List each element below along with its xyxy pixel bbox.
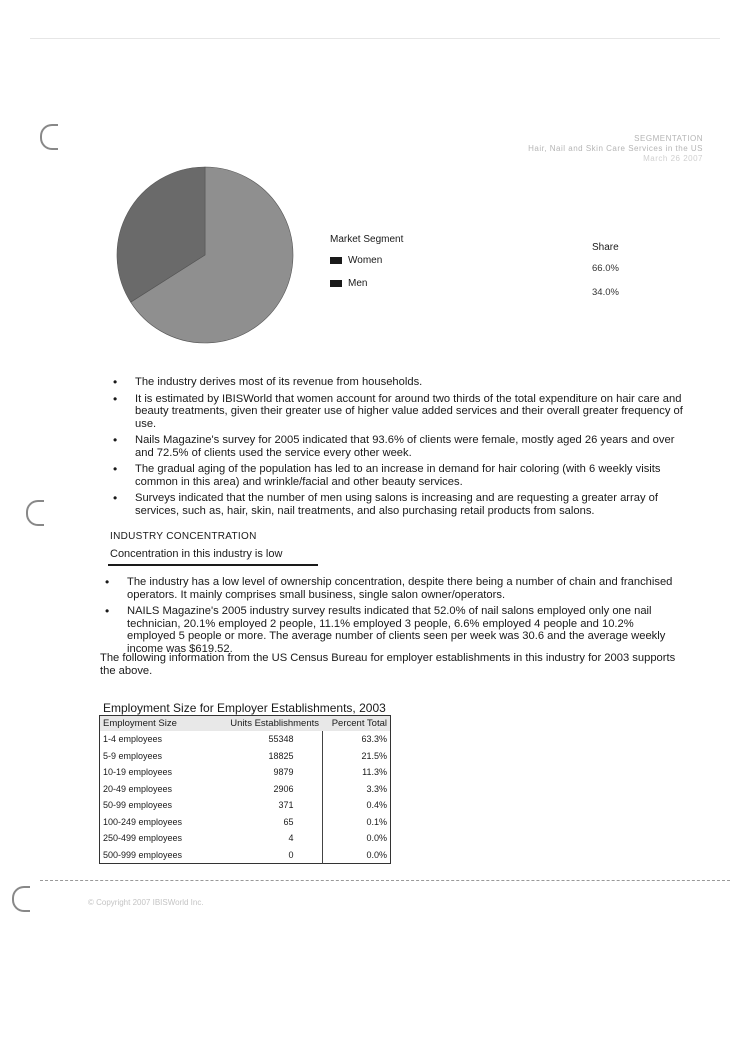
cell-size: 250-499 employees [103, 833, 183, 844]
bullet-item: • The gradual aging of the population has led to an increase in demand for hair coloring (with 6 weekly visits common in this area) and wrinkle/facial and other beauty services. [113, 463, 683, 488]
cell-size: 50-99 employees [103, 800, 173, 811]
cell-percent: 63.3% [322, 731, 391, 748]
legend-label-men: Men [348, 278, 368, 289]
legend-swatch-men [330, 280, 342, 287]
table-header-row [100, 716, 391, 732]
cell-percent: 0.1% [322, 814, 391, 831]
page-divider [40, 880, 730, 881]
market-segment-pie-chart [116, 166, 294, 344]
page-header [528, 134, 703, 164]
table-title: Employment Size for Employer Establishments, 2003 [103, 701, 386, 715]
cell-units: 2906 [273, 783, 294, 794]
legend-item-women [330, 255, 382, 266]
bullet-item: • NAILS Magazine's 2005 industry survey results indicated that 52.0% of nail salons employed only one nail technician, 20.1% employed 2 people, 11.1% employed 3 people, 6.6% employed 4 people and 10.2% employed 5 people or more. The average number of clients seen per week was 30.6 and the average weekly income was $619.52. [105, 605, 683, 655]
cell-size: 100-249 employees [103, 816, 183, 827]
legend-swatch-women [330, 257, 342, 264]
table-row [100, 847, 391, 864]
legend-item-men [330, 278, 367, 289]
bullet-item: • The industry has a low level of ownership concentration, despite there being a number of chain and franchised operators. It mainly comprises small business, single salon owner/operators. [105, 576, 683, 601]
col-header-units: Units Establishments [216, 716, 322, 732]
section-heading: INDUSTRY CONCENTRATION [110, 531, 257, 542]
section-underline [108, 564, 318, 566]
cell-units: 0 [288, 849, 294, 860]
cell-units: 18825 [268, 750, 294, 761]
section-subheading: Concentration in this industry is low [110, 548, 283, 560]
legend-title: Market Segment [330, 234, 404, 245]
share-value-men: 34.0% [592, 287, 619, 298]
header-industry: Hair, Nail and Skin Care Services in the US [528, 144, 703, 153]
census-paragraph: The following information from the US Census Bureau for employer establishments in this industry for 2003 supports the above. [100, 652, 676, 677]
cell-size: 1-4 employees [103, 734, 163, 745]
cell-size: 500-999 employees [103, 849, 183, 860]
scan-mark-bottom [12, 886, 30, 912]
table-body [100, 731, 391, 864]
legend-label-women: Women [348, 255, 383, 266]
bullet-item: • It is estimated by IBISWorld that women account for around two thirds of the total expenditure on hair care and beauty treatments, given their greater use of higher value added services and their overall greater frequency of use. [113, 393, 683, 431]
top-rule [30, 38, 720, 39]
cell-size: 20-49 employees [103, 783, 173, 794]
share-value-women: 66.0% [592, 263, 619, 274]
header-date: March 26 2007 [643, 154, 703, 163]
bullet-item: • Surveys indicated that the number of men using salons is increasing and are requesting a greater array of services, such as, hair, skin, nail treatments, and also purchasing retail products from salons. [113, 492, 683, 517]
cell-percent: 0.0% [322, 830, 391, 847]
bullet-item: • The industry derives most of its revenue from households. [113, 376, 683, 389]
employment-size-table [99, 715, 391, 864]
copyright-footer: © Copyright 2007 IBISWorld Inc. [88, 898, 204, 907]
cell-units: 65 [283, 816, 294, 827]
cell-percent: 21.5% [322, 748, 391, 765]
cell-units: 55348 [268, 734, 294, 745]
cell-percent: 3.3% [322, 781, 391, 798]
table-row [100, 748, 391, 765]
bullet-item: • Nails Magazine's survey for 2005 indicated that 93.6% of clients were female, mostly aged 26 years and over and 72.5% of clients used the service every other week. [113, 434, 683, 459]
scan-mark-top [40, 124, 58, 150]
table-row [100, 814, 391, 831]
table-row [100, 830, 391, 847]
table-row [100, 781, 391, 798]
header-section: SEGMENTATION [634, 134, 703, 143]
cell-percent: 0.0% [322, 847, 391, 864]
table-row [100, 731, 391, 748]
cell-size: 10-19 employees [103, 767, 173, 778]
cell-units: 371 [278, 800, 294, 811]
cell-size: 5-9 employees [103, 750, 163, 761]
scan-mark-middle [26, 500, 44, 526]
table-row [100, 797, 391, 814]
revenue-bullets [113, 376, 683, 521]
col-header-percent: Percent Total [322, 716, 391, 732]
cell-percent: 0.4% [322, 797, 391, 814]
cell-units: 9879 [273, 767, 294, 778]
table-row [100, 764, 391, 781]
cell-units: 4 [288, 833, 294, 844]
cell-percent: 11.3% [322, 764, 391, 781]
col-header-size: Employment Size [100, 716, 217, 732]
concentration-bullets [105, 576, 683, 659]
share-header: Share [592, 242, 619, 253]
